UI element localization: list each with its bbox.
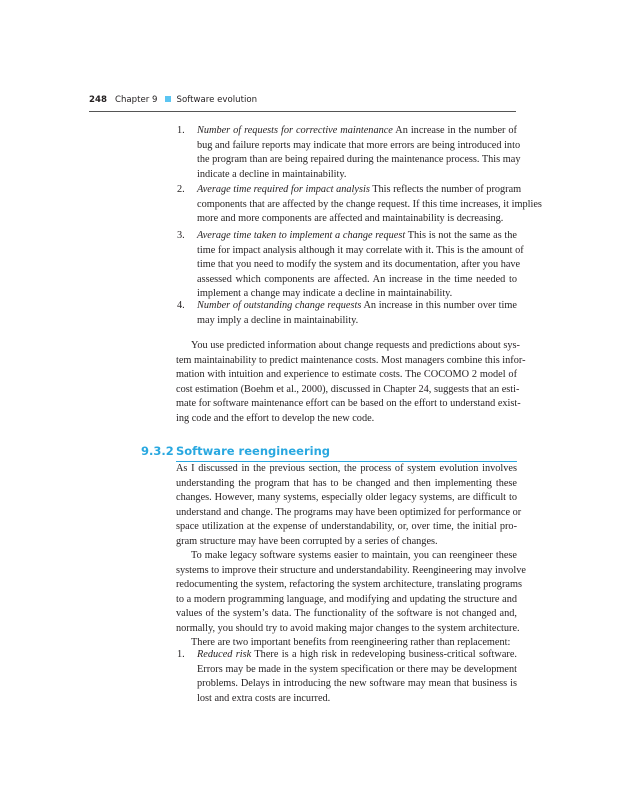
text-line: time that you need to modify the system and its documentation, after you have bbox=[197, 259, 521, 270]
list-text: An increase in this number over time bbox=[363, 300, 517, 311]
list-item bbox=[177, 299, 517, 328]
text-line bbox=[197, 183, 522, 198]
text-line bbox=[197, 299, 517, 314]
list-text: There is a high risk in redeveloping business-critical software. bbox=[254, 649, 517, 660]
text-line: understand and change. The programs may have been optimized for performance or bbox=[176, 506, 522, 518]
list-number: 3. bbox=[177, 230, 185, 241]
list-number: 1. bbox=[177, 649, 185, 660]
paragraph-reengineering-intro bbox=[176, 462, 522, 549]
section-label: Software evolution bbox=[176, 95, 258, 105]
text-line: There are two important benefits from reengineering rather than replacement: bbox=[191, 637, 511, 648]
text-line: to a modern programming language, and modifying and updating the structure and bbox=[176, 593, 517, 605]
text-line: mation with intuition and experience to estimate costs. The COCOMO 2 model of bbox=[176, 369, 517, 380]
text-line: understanding the program that has to be changed and then implementing these bbox=[176, 477, 517, 489]
paragraph-cost-prediction bbox=[176, 339, 526, 426]
header-rule bbox=[89, 111, 516, 112]
list-item bbox=[177, 648, 517, 706]
list-number: 1. bbox=[177, 125, 185, 136]
square-bullet-icon bbox=[165, 96, 171, 102]
text-line: You use predicted information about change requests and predictions about sys- bbox=[191, 340, 520, 351]
section-title: Software reengineering bbox=[176, 444, 330, 458]
list-item bbox=[177, 124, 521, 182]
text-line: gram structure may have been corrupted by a series of changes. bbox=[176, 535, 438, 547]
text-line: bug and failure reports may indicate that more errors are being introduced into bbox=[197, 139, 521, 151]
text-line: values of the system’s data. The functionality of the software is not changed and, bbox=[176, 608, 517, 619]
paragraph-reengineering-how bbox=[176, 549, 526, 636]
text-line: components that are affected by the change request. If this time increases, it implies bbox=[197, 198, 542, 210]
text-line: mate for software maintenance effort can be based on the effort to understand exist- bbox=[176, 398, 521, 409]
text-line: redocumenting the system, refactoring the system architecture, translating programs bbox=[176, 579, 522, 590]
list-item bbox=[177, 229, 524, 302]
text-line: assessed which components are affected. An increase in the time needed to bbox=[197, 273, 517, 285]
text-line: indicate a decline in maintainability. bbox=[197, 168, 347, 180]
list-number: 2. bbox=[177, 184, 185, 195]
list-item bbox=[177, 183, 542, 227]
running-header bbox=[89, 95, 257, 105]
text-line bbox=[197, 124, 517, 139]
text-line: normally, you should try to avoid making major changes to the system architecture. bbox=[176, 622, 520, 634]
list-number: 4. bbox=[177, 300, 185, 311]
text-line: Errors may be made in the system specification or there may be development bbox=[197, 663, 517, 675]
text-line: cost estimation (Boehm et al., 2000), discussed in Chapter 24, suggests that an esti- bbox=[176, 383, 520, 395]
text-line: implement a change may indicate a decline in maintainability. bbox=[197, 288, 453, 299]
text-line bbox=[197, 229, 517, 244]
text-line: To make legacy software systems easier to maintain, you can reengineer these bbox=[191, 550, 517, 561]
text-line: tem maintainability to predict maintenance costs. Most managers combine this infor- bbox=[176, 354, 526, 366]
list-text: This is not the same as the bbox=[407, 230, 518, 241]
page-number: 248 bbox=[89, 95, 107, 105]
text-line: As I discussed in the previous section, the process of system evolution involves bbox=[176, 463, 517, 474]
list-term: Average time taken to implement a change request bbox=[197, 230, 406, 241]
chapter-label: Chapter 9 bbox=[114, 95, 158, 105]
section-number: 9.3.2 bbox=[141, 444, 174, 458]
list-text: This reflects the number of program bbox=[372, 184, 522, 195]
text-line: ing code and the effort to develop the new code. bbox=[176, 412, 375, 424]
list-text: An increase in the number of bbox=[395, 125, 517, 136]
list-term: Average time required for impact analysis bbox=[197, 184, 370, 195]
text-line: lost and extra costs are incurred. bbox=[197, 692, 331, 704]
text-line: may imply a decline in maintainability. bbox=[197, 314, 359, 326]
list-term: Number of requests for corrective maintenance bbox=[197, 125, 393, 136]
text-line: systems to improve their structure and understandability. Reengineering may involve bbox=[176, 564, 526, 576]
text-line: changes. However, many systems, especially older legacy systems, are difficult to bbox=[176, 492, 517, 503]
text-line: the program than are being repaired during the maintenance process. This may bbox=[197, 154, 521, 165]
list-term: Number of outstanding change requests bbox=[197, 300, 362, 311]
text-line bbox=[197, 648, 517, 663]
text-line: time for impact analysis although it may correlate with it. This is the amount of bbox=[197, 244, 524, 256]
text-line: space utilization at the expense of understandability, or, over time, the initial pro- bbox=[176, 521, 517, 532]
text-line: problems. Delays in introducing the new software may mean that business is bbox=[197, 678, 517, 689]
text-line: more and more components are affected and maintainability is decreasing. bbox=[197, 213, 504, 224]
list-term: Reduced risk bbox=[197, 649, 252, 660]
